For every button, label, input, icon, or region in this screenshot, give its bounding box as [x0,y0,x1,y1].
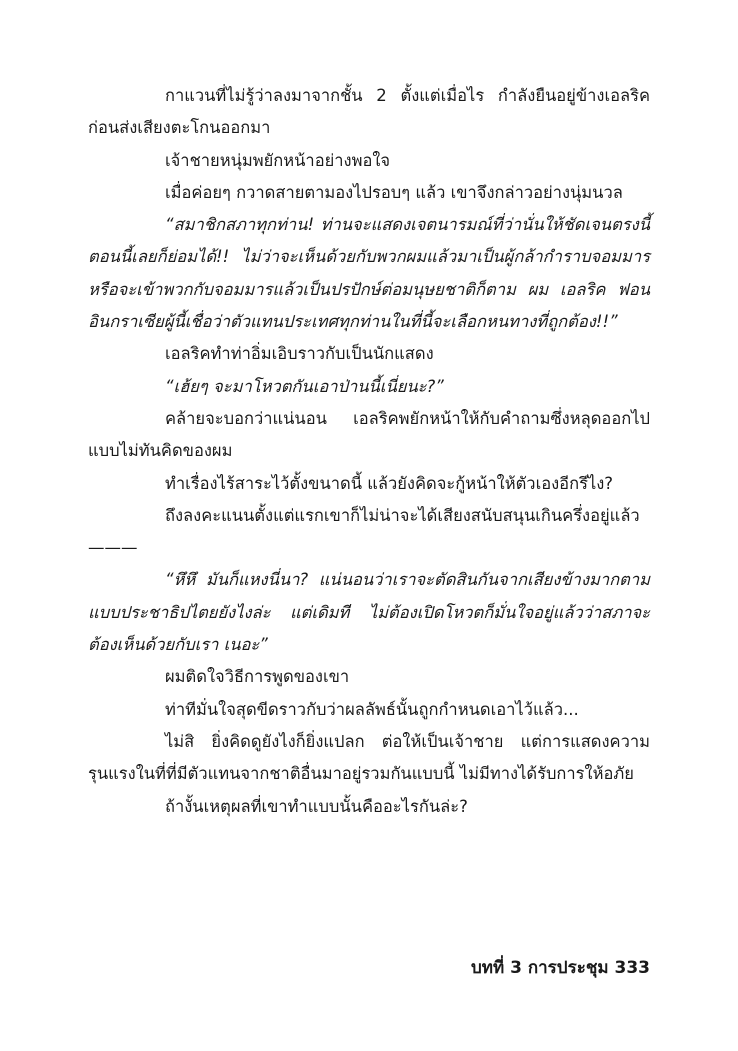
paragraph: ผมติดใจวิธีการพูดของเขา [165,667,350,687]
paragraph: กาแวนที่ไม่รู้ว่าลงมาจากชั้น 2 ตั้งแต่เมื่อไร กำลังยืนอยู่ข้างเอลริคก่อนส่งเสียงตะโกนออกมา [88,86,650,138]
page-footer: บทที่ 3 การประชุม 333 [470,958,650,978]
paragraph: ไม่สิ ยิ่งคิดดูยังไงก็ยิ่งแปลก ต่อให้เป็นเจ้าชาย แต่การแสดงความรุนแรงในที่ที่มีตัวแทนจากชาติอื่นมาอยู่รวมกันแบบนี้ ไม่มีทางได้รับการให้อภัย [88,731,650,784]
dialogue-paragraph: “เฮ้ยๆ จะมาโหวตกันเอาป่านนี้เนี่ยนะ?” [165,376,444,396]
paragraph: เจ้าชายหนุ่มพยักหน้าอย่างพอใจ [165,150,391,170]
paragraph: ถึงลงคะแนนตั้งแต่แรกเขาก็ไม่น่าจะได้เสียงสนับสนุนเกินครึ่งอยู่แล้ว——— [88,505,640,558]
paragraph: ทำเรื่องไร้สาระไว้ตั้งขนาดนี้ แล้วยังคิดจะกู้หน้าให้ตัวเองอีกรึไง? [165,473,614,493]
paragraph: เอลริคทำท่าอิ่มเอิบราวกับเป็นนักแสดง [165,344,434,364]
page-body [88,80,650,823]
dialogue-paragraph: “หึหึ มันก็แหงนี่นา? แน่นอนว่าเราจะตัดสินกันจากเสียงข้างมากตามแบบประชาธิปไตยยังไงล่ะ แต่เดิมที ไม่ต้องเปิดโหวตก็มั่นใจอยู่แล้วว่าสภาจะต้องเห็นด้วยกับเรา เนอะ” [88,570,650,655]
paragraph: เมื่อค่อยๆ กวาดสายตามองไปรอบๆ แล้ว เขาจึงกล่าวอย่างนุ่มนวล [165,182,623,202]
paragraph: คล้ายจะบอกว่าแน่นอน เอลริคพยักหน้าให้กับคำถามซึ่งหลุดออกไปแบบไม่ทันคิดของผม [88,408,650,461]
dialogue-paragraph: “สมาชิกสภาทุกท่าน! ท่านจะแสดงเจตนารมณ์ที่ว่านั่นให้ชัดเจนตรงนี้ ตอนนี้เลยก็ย่อมได้!! ไม่ว่าจะเห็นด้วยกับพวกผมแล้วมาเป็นผู้กล้ากำราบจอมมาร หรือจะเข้าพวกกับจอมมารแล้วเป็นปรปักษ์ต่อมนุษยชาติก็ตาม ผม เอลริค ฟอน อินกราเซียผู้นี้เชื่อว่าตัวแทนประเทศทุกท่านในที่นี้จะเลือกหนทางที่ถูกต้อง!!” [88,215,650,332]
paragraph: ถ้างั้นเหตุผลที่เขาทำแบบนั้นคืออะไรกันล่ะ? [165,796,468,816]
paragraph: ท่าทีมั่นใจสุดขีดราวกับว่าผลลัพธ์นั้นถูกกำหนดเอาไว้แล้ว... [165,699,579,719]
